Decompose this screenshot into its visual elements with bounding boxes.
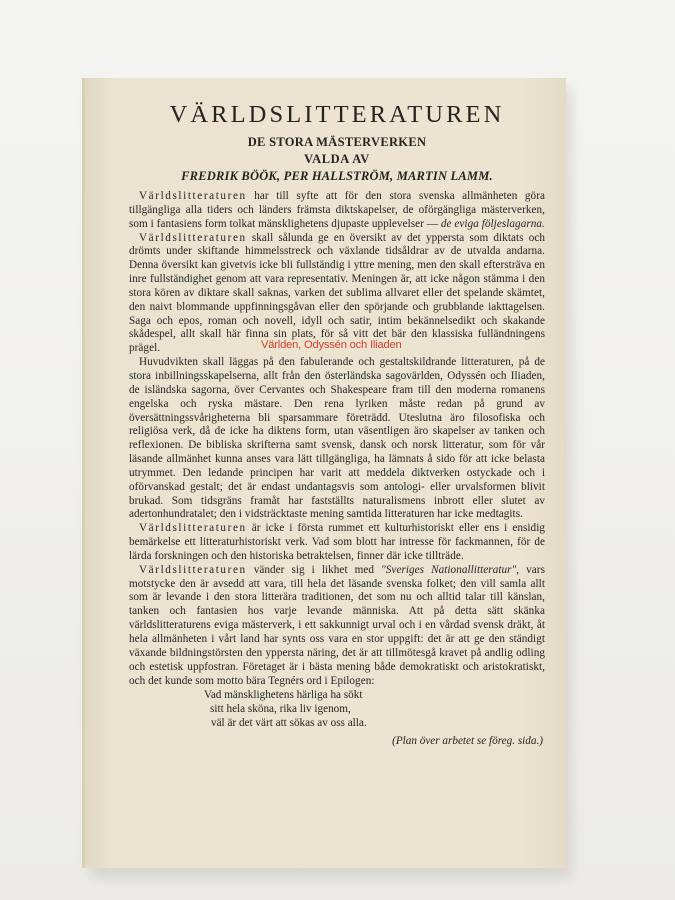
text-run-italic: "Sveriges Nationallitteratur": [381, 563, 517, 576]
series-name-spaced: Världslitteraturen: [139, 190, 247, 202]
text-run: skall sålunda ge en översikt av det yppersta som diktats och drömts under skiftande himmelsstreck och växlande tidsåldrar av de utvalda andarna. Denna översikt kan givetvis icke bli fullständig i yttre mening, men den skall eftersträva en inre fullständighet genom att vara representativ. Meningen är, att icke någon stämma i den stora kören av diktare skall saknas, varken det sublima allvaret eller det spelande skämtet, den naivt blommande uppfinningsgåvan eller den spörjande och grubblande iakttagelsen. Saga och epos, roman och novell, idyll och satir, intim bekännelsedikt och skakande skådespel, allt skall här finna sin plats, för så vitt det bär den klassiska fulländningens prägel.: [129, 231, 545, 355]
series-name-spaced: Världslitteraturen: [139, 231, 247, 244]
editors-label: VALDA AV: [304, 152, 370, 166]
cover-text: [129, 98, 545, 748]
text-run: vänder sig i likhet med: [246, 563, 382, 576]
poem-quote: [204, 689, 545, 731]
poem-line: väl är det värt att sökas av oss alla.: [211, 717, 367, 730]
blurb-body: [129, 190, 545, 688]
text-run: har till syfte att för den stora svenska allmänheten göra tillgängliga alla tiders och länders främsta diktskapelser, de oförgängliga mästerverken, som i fantasiens form tolkat mänsklighetens djupaste upplevelser —: [129, 190, 545, 230]
paragraph: [129, 190, 545, 232]
poem-line: sitt hela sköna, rika liv igenom,: [210, 703, 351, 716]
plan-note: (Plan över arbetet se föreg. sida.): [392, 734, 543, 747]
book-back-cover: [82, 78, 566, 868]
paragraph: [129, 522, 545, 564]
text-run: Huvudvikten skall läggas på den fabulerande och gestaltskildrande litteraturen, på de stora inbillningsskapelserna, allt från den österländska sagovärlden, Odyssén och Iliaden, de isländska sagorna, över Cervantes och Shakespeare fram till den moderna romanens engelska och ryska mästare. Den rena lyriken måste redan på grund av översättningssvårigheterna bli sparsammare företrädd. Uteslutna äro filosofiska och religiösa verk, då de icke ha diktens form, utan väsentligen äro skapelser av tanken och reflexionen. De bibliska skrifterna samt svensk, dansk och norsk litteratur, som för vår läsande allmänhet kunna anses vara lätt tillgängliga, ha lämnats å sido för att icke belasta utrymmet. Den ledande principen har varit att meddela diktverken ostyckade och i oförvanskad gestalt; det är endast undantagsvis som antologi- eller urvalsformen blivit brukad. Som tidsgräns framåt har fastställts naturalismens inbrott eller slutet av adertonhundratalet; den i vidsträcktaste mening samtida litteraturen har icke medtagits.: [129, 356, 545, 521]
series-name-spaced: Världslitteraturen: [139, 563, 247, 576]
paragraph: [129, 356, 545, 522]
paragraph: [129, 564, 545, 689]
series-name-spaced: Världslitteraturen: [139, 522, 247, 535]
poem-line: Vad mänsklighetens härliga ha sökt: [204, 689, 363, 702]
text-run-italic: de eviga följeslagarna.: [440, 217, 545, 230]
editors-names: FREDRIK BÖÖK, PER HALLSTRÖM, MARTIN LAMM.: [181, 169, 493, 183]
paragraph: [129, 232, 545, 357]
series-title: VÄRLDSLITTERATUREN: [169, 101, 505, 128]
watermark-overlay: Världen, Odyssén och Iliaden: [261, 339, 402, 351]
series-subtitle: DE STORA MÄSTERVERKEN: [247, 135, 427, 149]
text-run: , vars motstycke den är avsedd att vara, till hela det läsande svenska folket; den vill samla allt som är levande i den stora litterära traditionen, det som nu och alltid talar till känslan, tanken och fantasien hos varje levande människa. Att på detta sätt skänka världslitteraturens eviga mästerverk, i ett sakkunnigt urval och i en vårdad svensk dräkt, åt hela allmänheten i vårt land har synts oss vara en stor uppgift: det är att ge den ständigt växande bildningstörsten den yppersta näring, det är att tillmötesgå kravet på andlig odling och estetisk uppfostran. Företaget är i bästa mening både demokratiskt och aristokratiskt, och det kunde som motto bära Tegnérs ord i Epilogen:: [129, 563, 545, 687]
text-run: är icke i första rummet ett kulturhistoriskt eller ens i ensidig bemärkelse ett litteraturhistoriskt verk. Vad som blott har intresse för fackmannen, för de lärda forskningen och den historiska betraktelsen, finner där icke tillträde.: [129, 522, 545, 562]
